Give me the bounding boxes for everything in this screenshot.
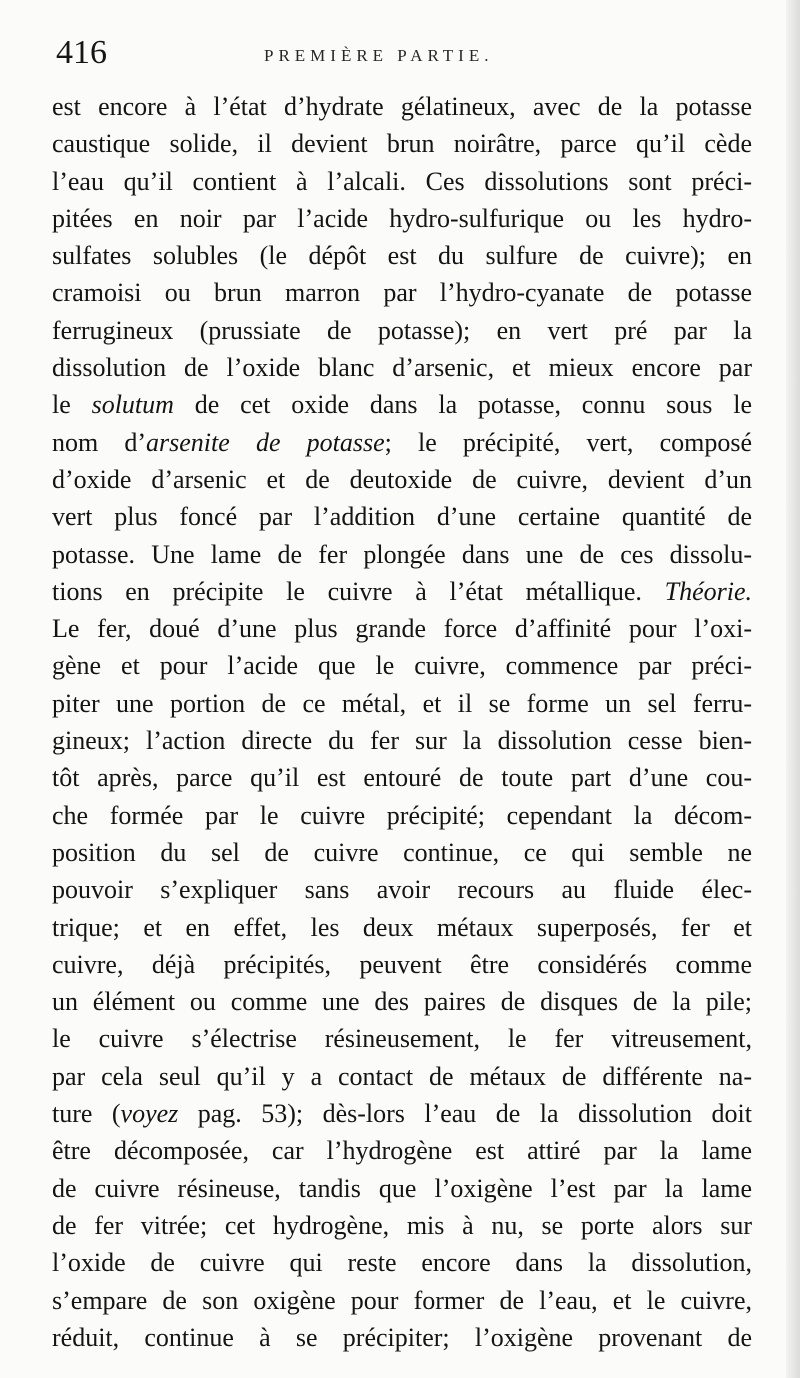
text-segment: par cela seul qu’il y a contact de métaux de différente na- xyxy=(52,1061,752,1091)
text-segment: position du sel de cuivre continue, ce qui semble ne xyxy=(52,837,752,867)
text-segment: cramoisi ou brun marron par l’hydro-cyanate de potasse xyxy=(52,278,752,308)
text-segment: l’eau qu’il contient à l’alcali. Ces dissolutions sont préci- xyxy=(52,166,752,196)
text-segment: caustique solide, il devient brun noirâtre, parce qu’il cède xyxy=(52,129,752,159)
text-line xyxy=(52,573,752,610)
text-line xyxy=(52,1207,752,1244)
text-line xyxy=(52,349,752,386)
text-line xyxy=(52,610,752,647)
text-segment: un élément ou comme une des paires de disques de la pile; xyxy=(52,987,752,1017)
text-segment: Le fer, doué d’une plus grande force d’affinité pour l’oxi- xyxy=(52,614,752,644)
text-segment: cuivre, déjà précipités, peuvent être considérés comme xyxy=(52,949,752,979)
italic-text: Théorie. xyxy=(664,576,752,606)
text-line xyxy=(52,983,752,1020)
text-segment: pitées en noir par l’acide hydro-sulfurique ou les hydro- xyxy=(52,203,752,233)
text-segment: être décomposée, car l’hydrogène est attiré par la lame xyxy=(52,1136,752,1166)
text-segment: potasse. Une lame de fer plongée dans une de ces dissolu- xyxy=(52,539,752,569)
text-segment: est encore à l’état d’hydrate gélatineux, avec de la potasse xyxy=(52,92,752,121)
text-line xyxy=(52,237,752,274)
text-segment: ; le précipité, vert, composé xyxy=(384,427,753,457)
text-line xyxy=(52,461,752,498)
text-line xyxy=(52,274,752,311)
text-segment: dissolution de l’oxide blanc d’arsenic, et mieux encore par xyxy=(52,353,752,383)
italic-text: voyez xyxy=(120,1099,179,1129)
italic-text: arsenite de potasse xyxy=(146,427,385,457)
text-line xyxy=(52,1095,752,1132)
text-line xyxy=(52,834,752,871)
body-text xyxy=(52,88,752,1356)
text-line xyxy=(52,1020,752,1057)
text-segment: sulfates solubles (le dépôt est du sulfure de cuivre); en xyxy=(52,241,752,271)
text-segment: l’oxide de cuivre qui reste encore dans la dissolution, xyxy=(52,1248,752,1278)
text-segment: pag. 53); dès-lors l’eau de la dissolution doit xyxy=(178,1099,752,1129)
text-line xyxy=(52,312,752,349)
text-segment: tions en précipite le cuivre à l’état métallique. xyxy=(52,576,665,606)
text-line xyxy=(52,1170,752,1207)
text-line xyxy=(52,1319,752,1356)
text-line xyxy=(52,163,752,200)
page-number: 416 xyxy=(56,34,107,71)
text-line xyxy=(52,685,752,722)
text-line xyxy=(52,1058,752,1095)
text-line xyxy=(52,647,752,684)
text-line xyxy=(52,722,752,759)
text-segment: réduit, continue à se précipiter; l’oxigène provenant de xyxy=(52,1322,752,1352)
text-segment: d’oxide d’arsenic et de deutoxide de cuivre, devient d’un xyxy=(52,464,752,494)
text-line xyxy=(52,946,752,983)
text-line xyxy=(52,498,752,535)
text-line xyxy=(52,125,752,162)
text-segment: le xyxy=(52,390,92,420)
italic-text: solutum xyxy=(91,390,174,420)
text-line xyxy=(52,386,752,423)
page-edge xyxy=(786,0,800,1378)
text-segment: gineux; l’action directe du fer sur la dissolution cesse bien- xyxy=(52,726,752,756)
text-segment: ture ( xyxy=(52,1099,121,1129)
text-line xyxy=(52,797,752,834)
text-line xyxy=(52,536,752,573)
text-segment: ferrugineux (prussiate de potasse); en vert pré par la xyxy=(52,315,752,345)
text-segment: nom d’ xyxy=(52,427,147,457)
text-segment: de cet oxide dans la potasse, connu sous le xyxy=(173,390,752,420)
text-segment: de fer vitrée; cet hydrogène, mis à nu, se porte alors sur xyxy=(52,1210,752,1240)
text-segment: trique; et en effet, les deux métaux superposés, fer et xyxy=(52,912,752,942)
text-segment: che formée par le cuivre précipité; cependant la décom- xyxy=(52,800,752,830)
text-segment: de cuivre résineuse, tandis que l’oxigène l’est par la lame xyxy=(52,1173,752,1203)
text-line xyxy=(52,424,752,461)
text-line xyxy=(52,200,752,237)
text-line xyxy=(52,1282,752,1319)
text-line xyxy=(52,909,752,946)
text-segment: tôt après, parce qu’il est entouré de toute part d’une cou- xyxy=(52,763,752,793)
text-segment: le cuivre s’électrise résineusement, le fer vitreusement, xyxy=(52,1024,752,1054)
text-line xyxy=(52,1244,752,1281)
text-line xyxy=(52,871,752,908)
page-header xyxy=(52,34,752,78)
text-segment: s’empare de son oxigène pour former de l’eau, et le cuivre, xyxy=(52,1285,752,1315)
text-segment: gène et pour l’acide que le cuivre, commence par préci- xyxy=(52,651,752,681)
text-segment: pouvoir s’expliquer sans avoir recours au fluide élec- xyxy=(52,875,752,905)
text-line xyxy=(52,1132,752,1169)
text-line xyxy=(52,88,752,125)
text-line xyxy=(52,759,752,796)
text-segment: piter une portion de ce métal, et il se forme un sel ferru- xyxy=(52,688,752,718)
running-head: PREMIÈRE PARTIE. xyxy=(264,46,494,65)
text-segment: vert plus foncé par l’addition d’une certaine quantité de xyxy=(52,502,752,532)
